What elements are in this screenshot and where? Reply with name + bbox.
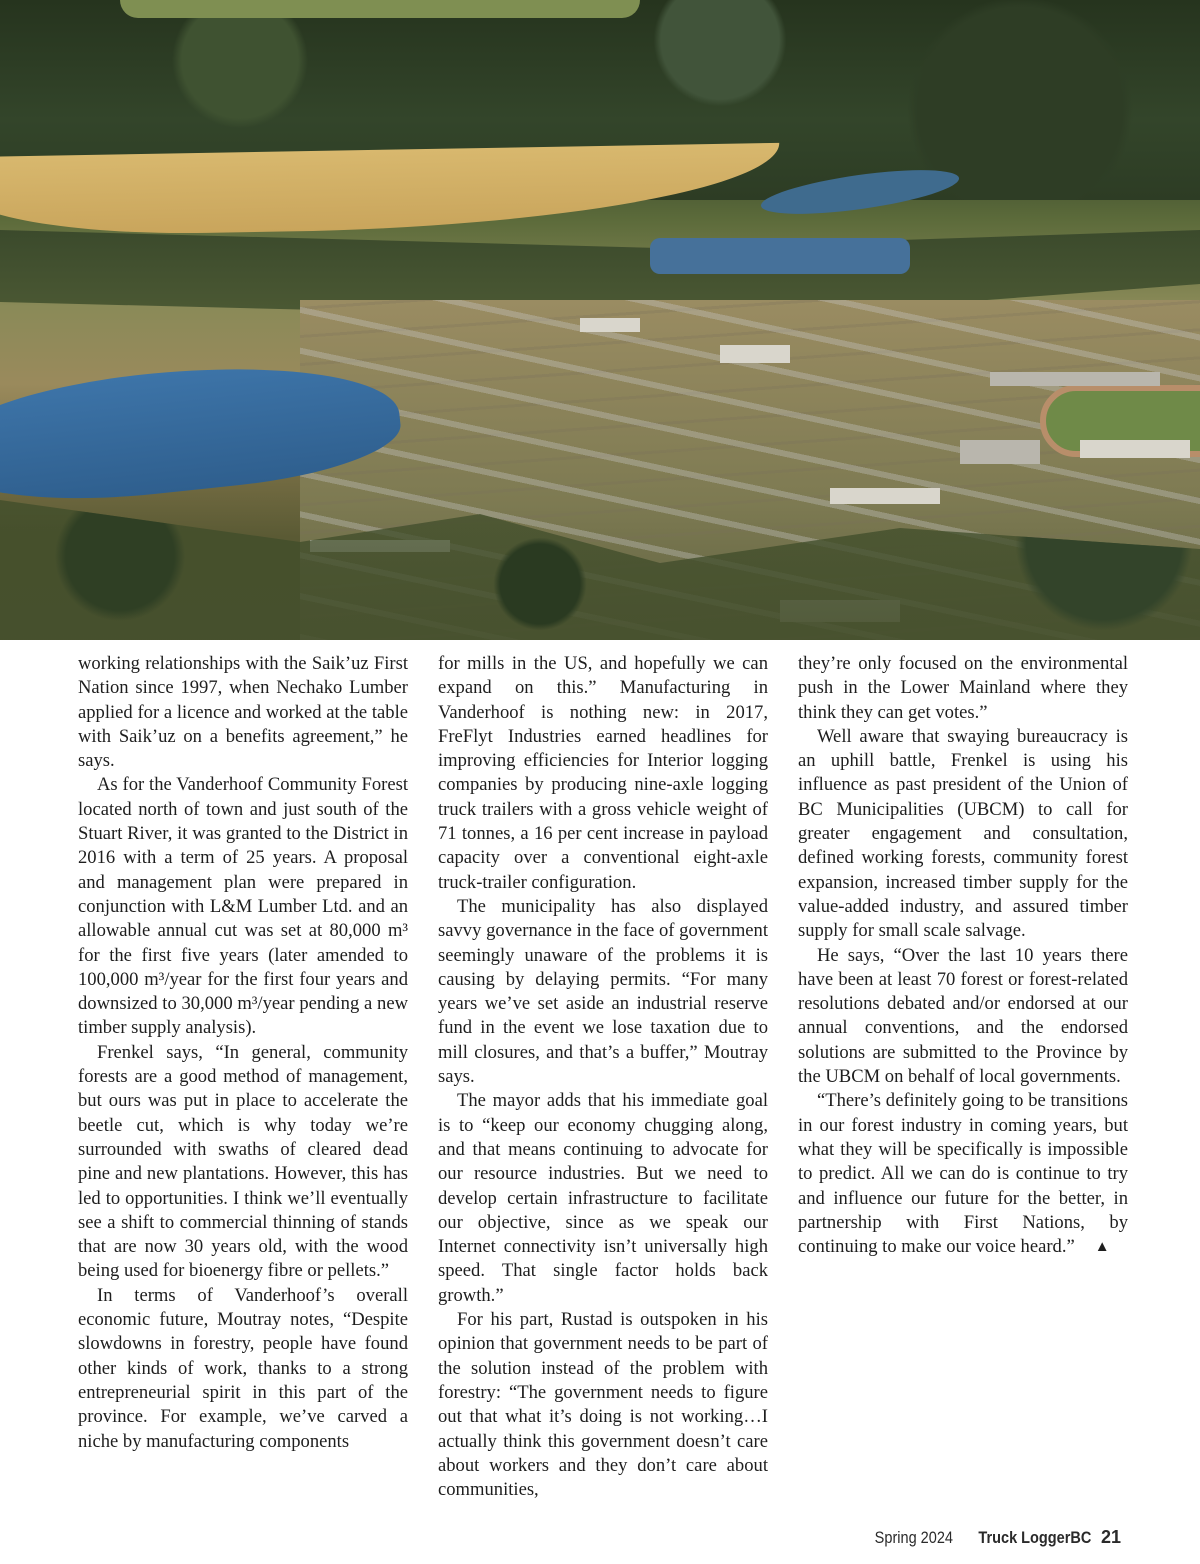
magazine-title: Truck LoggerBC (978, 1529, 1091, 1547)
building (830, 488, 940, 504)
paragraph: Well aware that swaying bureaucracy is an uphill battle, Frenkel is using his influence as past president of the Union of BC Municipalities (UBCM) to call for greater engagement and consultation, defined working forests, community forest expansion, increased timber supply for the value-added industry, and assured timber supply for small scale salvage. (798, 725, 1128, 942)
wheat-field (0, 143, 781, 237)
building (990, 372, 1160, 386)
paragraph: they’re only focused on the environmental push in the Lower Mainland where they think they can get votes.” (798, 653, 1128, 723)
article-column-1 (78, 652, 408, 1454)
paragraph: The municipality has also displayed savvy governance in the face of government seemingly unaware of the problems it is causing by delaying permits. “For many years we’ve set aside an industrial reserve fund in the event we lose taxation due to mill closures, and that’s a buffer,” Moutray says. (438, 895, 768, 1088)
paragraph (798, 1089, 1128, 1259)
paragraph: As for the Vanderhoof Community Forest located north of town and just south of the Stuart River, it was granted to the District in 2016 with a term of 25 years. A proposal and management plan were prepared in conjunction with L&M Lumber Ltd. and an allowable annual cut was set at 80,000 m³ for the first five years (later amended to 100,000 m³/year for the first four years and downsized to 30,000 m³/year pending a new timber supply analysis). (78, 774, 408, 1039)
building (960, 440, 1040, 464)
article-column-2 (438, 652, 768, 1502)
article-column-3 (798, 652, 1128, 1259)
page-footer (864, 1527, 1121, 1548)
paragraph: for mills in the US, and hopefully we can expand on this.” Manufacturing in Vanderhoof is nothing new: in 2017, FreFlyt Industries earned headlines for improving efficiencies for Interior logging companies by producing nine-axle logging truck trailers with a gross vehicle weight of 71 tonnes, a 16 per cent increase in payload capacity over a conventional eight-axle truck-trailer configuration. (438, 653, 768, 893)
building (580, 318, 640, 332)
paragraph: The mayor adds that his immediate goal is to “keep our economy chugging along, and that means continuing to advocate for our resource industries. But we need to develop certain infrastructure to facilitate our objective, since as we speak our Internet connectivity isn’t universally high speed. That single factor holds back growth.” (438, 1090, 768, 1306)
paragraph: working relationships with the Saik’uz First Nation since 1997, when Nechako Lumber applied for a licence and worked at the table with Saik’uz on a benefits agreement,” he says. (78, 653, 408, 772)
aerial-photo (0, 0, 1200, 640)
paragraph: Frenkel says, “In general, community forests are a good method of management, but ours was put in place to accelerate the beetle cut, which is why today we’re surrounded with swaths of cleared dead pine and new plantations. However, this has led to opportunities. I think we’ll eventually see a shift to commercial thinning of stands that are now 30 years old, with the wood being used for bioenergy fibre or pellets.” (78, 1041, 408, 1282)
building (720, 345, 790, 363)
building (1080, 440, 1190, 458)
page-number: 21 (1100, 1527, 1121, 1547)
paragraph-text: “There’s definitely going to be transitions in our forest industry in coming years, but what they will be specifically is impossible to predict. All we can do is continue to try and influence our future for the better, in partnership with First Nations, by continuing to make our voice heard.” (798, 1090, 1128, 1258)
tree-end-icon: ▲ (1094, 1239, 1110, 1256)
paragraph: For his part, Rustad is outspoken in his opinion that government needs to be part of the solution instead of the problem with forestry: “The government needs to figure out that what it’s doing is not working…I actually think this government doesn’t care about workers and they don’t care about communities, (438, 1309, 768, 1501)
green-field (120, 0, 640, 18)
paragraph: He says, “Over the last 10 years there have been at least 70 forest or forest-related resolutions debated and/or endorsed at our annual conventions, and the endorsed solutions are submitted to the Province by the UBCM on behalf of local governments. (798, 944, 1128, 1088)
issue-date: Spring 2024 (874, 1529, 953, 1547)
pond (650, 238, 910, 274)
paragraph: In terms of Vanderhoof’s overall economic future, Moutray notes, “Despite slowdowns in forestry, people have found other kinds of work, thanks to a strong entrepreneurial spirit in this part of the province. For example, we’ve carved a niche by manufacturing components (78, 1284, 408, 1452)
